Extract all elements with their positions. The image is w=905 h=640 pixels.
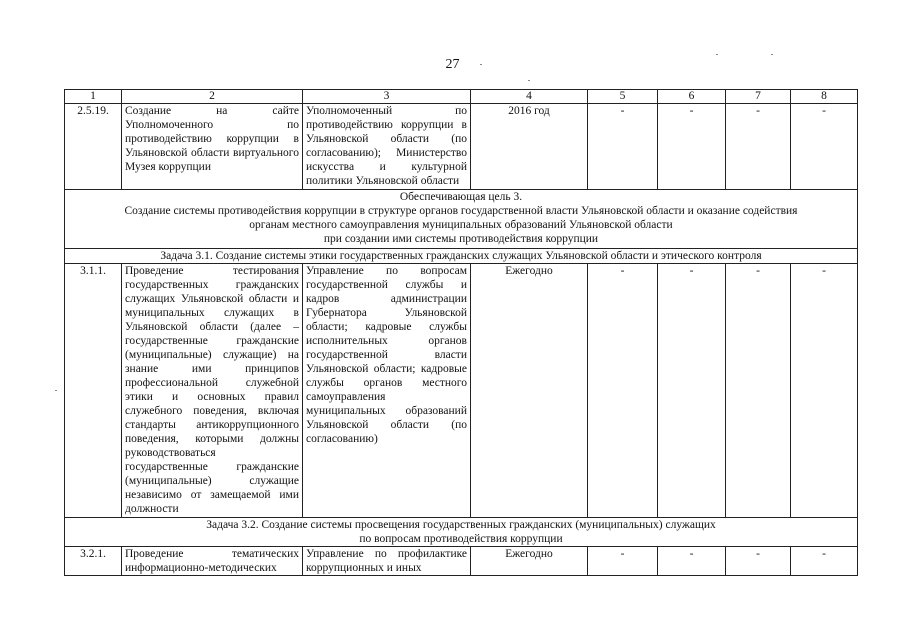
goal-line-3: органам местного самоуправления муниципальных образований Ульяновской области — [249, 219, 673, 231]
task-section-row — [65, 518, 858, 547]
col-header-7: 7 — [726, 90, 791, 104]
scan-speck — [55, 390, 57, 391]
col-header-1: 1 — [65, 90, 122, 104]
goal-line-1: Обеспечивающая цель 3. — [399, 191, 523, 203]
executor-cell: Управление по профилактике коррупционных и иных — [303, 547, 471, 576]
row-number: 2.5.19. — [65, 104, 122, 190]
scan-speck — [528, 80, 530, 81]
column-number-row — [65, 90, 858, 104]
term-cell: 2016 год — [471, 104, 588, 190]
col-header-3: 3 — [303, 90, 471, 104]
executor-cell: Уполномоченный по противодействию коррупции в Ульяновской области (по согласованию); Министерство искусства и культурной политики Ульяновской области — [303, 104, 471, 190]
term-cell: Ежегодно — [471, 264, 588, 518]
col-header-4: 4 — [471, 90, 588, 104]
table-row — [65, 264, 858, 518]
task-heading — [65, 518, 858, 547]
value-cell-7: - — [726, 104, 791, 190]
value-cell-6: - — [658, 547, 726, 576]
value-cell-8: - — [791, 264, 858, 518]
term-cell: Ежегодно — [471, 547, 588, 576]
col-header-2: 2 — [122, 90, 303, 104]
task-line-1: Задача 3.2. Создание системы просвещения государственных гражданских (муниципальных) служащих — [206, 519, 716, 531]
value-cell-6: - — [658, 104, 726, 190]
goal-section-row — [65, 190, 858, 249]
scan-speck — [716, 54, 718, 55]
table-row — [65, 547, 858, 576]
value-cell-8: - — [791, 104, 858, 190]
row-number: 3.2.1. — [65, 547, 122, 576]
measures-table — [64, 89, 858, 576]
page-number: 27 — [445, 57, 460, 72]
table-row — [65, 104, 858, 190]
goal-line-2: Создание системы противодействия коррупции в структуре органов государственной власти Ульяновской области и оказание содействия — [124, 205, 798, 217]
goal-line-4: при создании ими системы противодействия коррупции — [323, 233, 599, 245]
activity-cell: Проведение тестирования государственных гражданских служащих Ульяновской области и муниципальных служащих в Ульяновской области (далее – государственные гражданские (муниципальные) служащие) на знание ими принципов профессиональной служебной этики и основных правил служебного поведения, включая стандарты антикоррупционного поведения, которыми должны руководствоваться государственные гражданские (муниципальные) служащие независимо от замещаемой ими должности — [122, 264, 303, 518]
col-header-5: 5 — [588, 90, 658, 104]
row-number: 3.1.1. — [65, 264, 122, 518]
value-cell-5: - — [588, 547, 658, 576]
scan-speck — [771, 54, 773, 55]
executor-cell: Управление по вопросам государственной службы и кадров администрации Губернатора Ульяновской области; кадровые службы исполнительных органов государственной власти Ульяновской области; кадровые службы органов местного самоуправления муниципальных образований Ульяновской области (по согласованию) — [303, 264, 471, 518]
value-cell-5: - — [588, 104, 658, 190]
task-section-row — [65, 249, 858, 264]
task-heading: Задача 3.1. Создание системы этики государственных гражданских служащих Ульяновской области и этического контроля — [65, 249, 858, 264]
goal-heading — [65, 190, 858, 249]
scan-speck — [480, 64, 482, 65]
value-cell-7: - — [726, 547, 791, 576]
task-line-2: по вопросам противодействия коррупции — [359, 533, 563, 545]
activity-cell: Проведение тематических информационно-методических — [122, 547, 303, 576]
value-cell-7: - — [726, 264, 791, 518]
value-cell-5: - — [588, 264, 658, 518]
value-cell-8: - — [791, 547, 858, 576]
col-header-6: 6 — [658, 90, 726, 104]
col-header-8: 8 — [791, 90, 858, 104]
activity-cell: Создание на сайте Уполномоченного по противодействию коррупции в Ульяновской области виртуального Музея коррупции — [122, 104, 303, 190]
value-cell-6: - — [658, 264, 726, 518]
